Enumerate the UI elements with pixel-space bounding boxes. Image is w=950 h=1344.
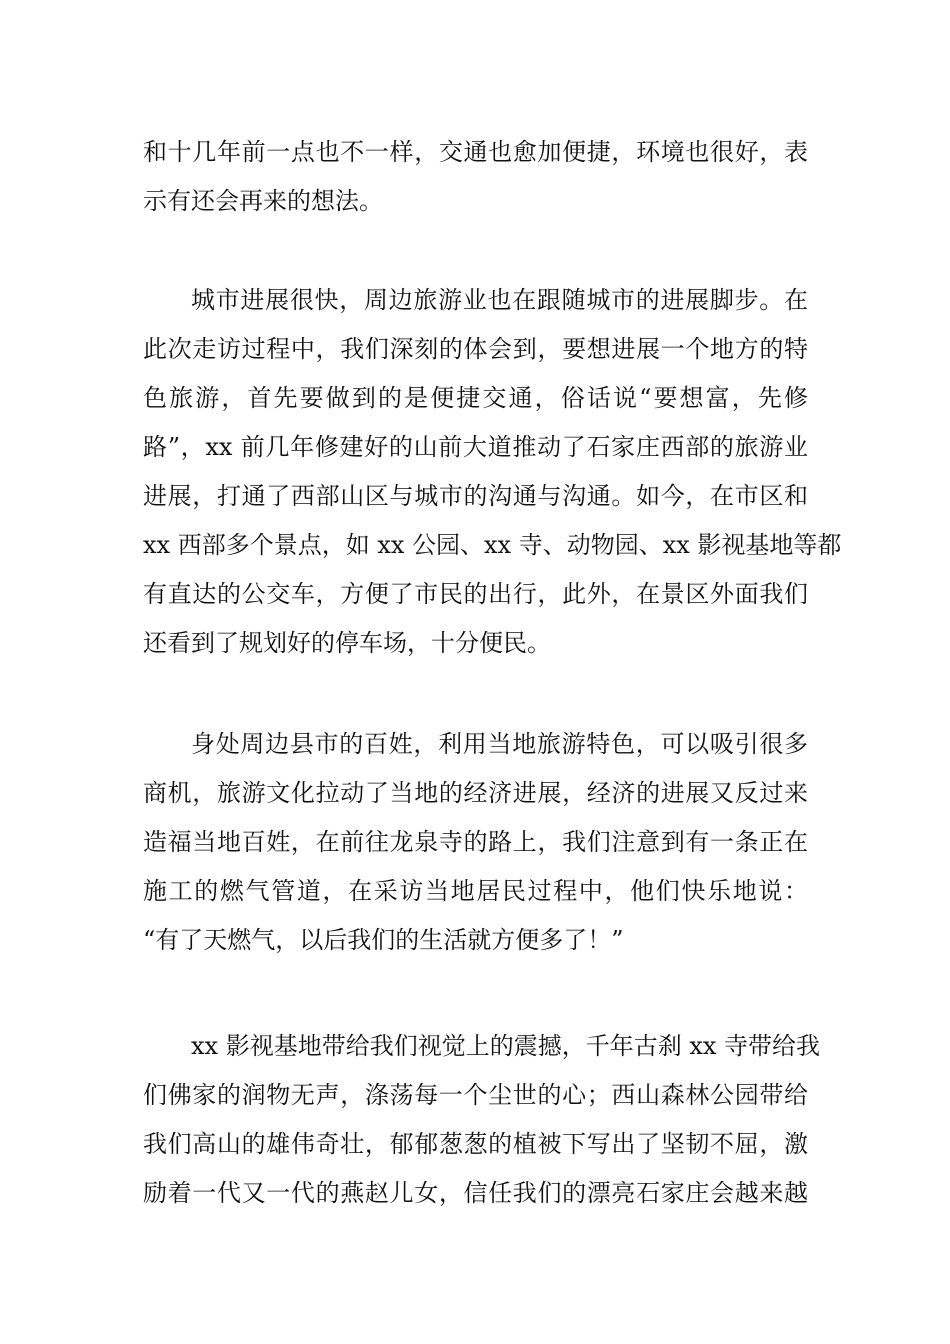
text-line: 商机，旅游文化拉动了当地的经济进展，经济的进展又反过来	[143, 779, 808, 807]
text-line: xx 西部多个景点，如 xx 公园、xx 寺、动物园、xx 影视基地等都	[143, 531, 842, 559]
text-line: 此次走访过程中，我们深刻的体会到，要想进展一个地方的特	[143, 335, 808, 363]
text-line: 施工的燃气管道，在采访当地居民过程中，他们快乐地说：	[143, 877, 808, 905]
text-line: 我们高山的雄伟奇壮，郁郁葱葱的植被下写出了坚韧不屈，激	[143, 1130, 808, 1158]
text-line: 有直达的公交车，方便了市民的出行，此外，在景区外面我们	[143, 580, 808, 608]
text-line: 示有还会再来的想法。	[143, 187, 383, 215]
text-line: 色旅游，首先要做到的是便捷交通，俗话说“要想富，先修	[143, 384, 808, 412]
text-line: 们佛家的润物无声，涤荡每一个尘世的心；西山森林公园带给	[143, 1081, 808, 1109]
paragraph-4	[143, 1022, 821, 1218]
text-line: 和十几年前一点也不一样，交通也愈加便捷，环境也很好，表	[143, 138, 808, 166]
text-line: 励着一代又一代的燕赵儿女，信任我们的漂亮石家庄会越来越	[143, 1179, 808, 1207]
text-line: 还看到了规划好的停车场，十分便民。	[143, 629, 551, 657]
text-line: 路”，xx 前几年修建好的山前大道推动了石家庄西部的旅游业	[143, 433, 808, 461]
paragraph-3	[143, 720, 808, 965]
text-line: 进展，打通了西部山区与城市的沟通与沟通。如今，在市区和	[143, 482, 808, 510]
text-line: 造福当地百姓，在前往龙泉寺的路上，我们注意到有一条正在	[143, 828, 808, 856]
text-line: xx 影视基地带给我们视觉上的震撼，千年古刹 xx 寺带给我	[191, 1032, 821, 1060]
text-line: 城市进展很快，周边旅游业也在跟随城市的进展脚步。在	[191, 286, 808, 314]
paragraph-2	[143, 276, 842, 668]
text-line: 身处周边县市的百姓，利用当地旅游特色，可以吸引很多	[191, 730, 808, 758]
text-line: “有了天燃气，以后我们的生活就方便多了！”	[143, 926, 624, 954]
paragraph-1	[143, 128, 808, 226]
